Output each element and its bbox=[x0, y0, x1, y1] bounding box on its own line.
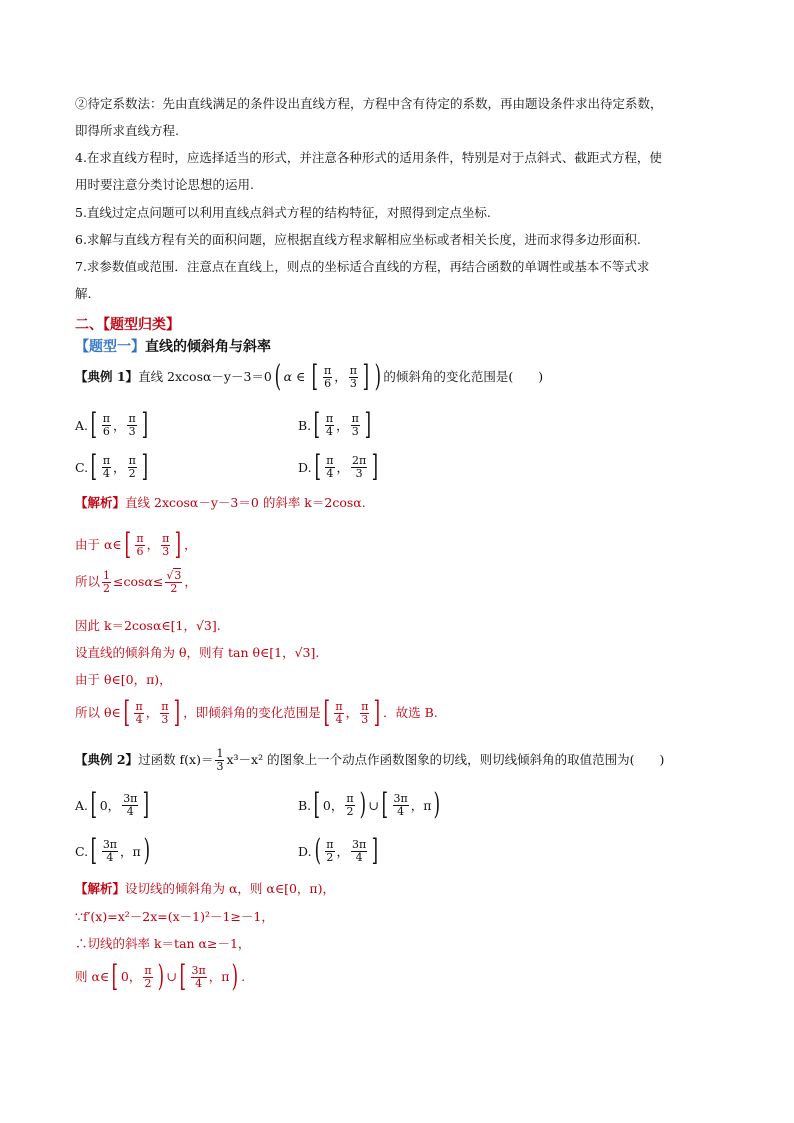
example1-option-b: B. [ $\frac{\pi}{4}$ ， $\frac{\pi}{3}$ ] bbox=[298, 407, 371, 442]
intro-line-8: 解. bbox=[75, 286, 92, 301]
example1-tag: 【典例 1】 bbox=[75, 368, 139, 384]
example1-solution-5: 设直线的倾斜角为 θ，则有 tan θ∈[1，√3]. bbox=[75, 645, 320, 660]
example2-solution-2: ∵f′(x)=x²－2x=(x－1)²－1≥－1， bbox=[75, 909, 274, 924]
section-heading bbox=[75, 314, 180, 334]
intro-line-1: ②待定系数法：先由直线满足的条件设出直线方程，方程中含有待定的系数，再由题设条件求出待定系数， bbox=[75, 96, 663, 111]
section-prefix: 二、 bbox=[75, 317, 103, 333]
example2-solution-4: 则 α∈ [ 0， $\frac{\pi}{2}$ ) ∪ [ $\frac{3\pi}{4}$ ，π ) . bbox=[75, 959, 246, 994]
example1-option-d: D. [ $\frac{\pi}{4}$ ， $\frac{2\pi}{3}$ ] bbox=[298, 449, 379, 484]
example1-stem-a: 直线 2xcosα－y－3＝0 bbox=[138, 368, 272, 384]
example2-stem: 【典例 2】 过函数 f(x)＝ $\frac{1}{3}$ x³－x² 的图象上一个动点作函数图象的切线，则切线倾斜角的取值范围为( ) bbox=[75, 746, 665, 773]
example1-alpha-range: ( α ∈ [ $\frac{\pi}{6}$ ， $\frac{\pi}{3}$ ] ) bbox=[274, 359, 381, 394]
example2-option-b: B. [ 0， $\frac{\pi}{2}$ ) ∪ [ $\frac{3\pi}{4}$ ，π ) bbox=[298, 787, 441, 822]
example2-tag: 【典例 2】 bbox=[75, 751, 139, 767]
example1-solution-1: 【解析】直线 2xcosα－y－3＝0 的斜率 k＝2cosα. bbox=[75, 495, 366, 510]
example1-solution-7: 所以 θ∈ [ $\frac{\pi}{4}$ ， $\frac{\pi}{3}$ ] ，即倾斜角的变化范围是 [ $\frac{\pi}{4}$ ， $\frac{\pi}{3}$ ] ．故选 B. bbox=[75, 695, 438, 730]
example2-option-c: C. [ $\frac{3\pi}{4}$ ，π ) bbox=[75, 833, 150, 868]
example1-solution-6: 由于 θ∈[0，π)， bbox=[75, 672, 172, 687]
example2-stem-a: 过函数 f(x)＝ bbox=[138, 751, 214, 767]
example1-solution-tag: 【解析】 bbox=[75, 495, 126, 510]
example2-solution-1: 【解析】设切线的倾斜角为 α，则 α∈[0，π)， bbox=[75, 881, 336, 896]
intro-line-4: 用时要注意分类讨论思想的运用. bbox=[75, 177, 254, 192]
intro-line-2: 即得所求直线方程. bbox=[75, 123, 179, 138]
example1-stem bbox=[75, 359, 544, 394]
example2-option-a: A. [ 0， $\frac{3\pi}{4}$ ] bbox=[75, 787, 150, 822]
type1-heading bbox=[75, 336, 271, 356]
intro-line-3: 4.在求直线方程时，应选择适当的形式，并注意各种形式的适用条件，特别是对于点斜式、截距式方程，使 bbox=[75, 150, 662, 165]
example1-option-a: A. [ $\frac{\pi}{6}$ ， $\frac{\pi}{3}$ ] bbox=[75, 407, 148, 442]
example1-solution-4: 因此 k＝2cosα∈[1，√3]. bbox=[75, 618, 221, 633]
type1-tag: 【题型一】 bbox=[75, 339, 145, 355]
type1-title: 直线的倾斜角与斜率 bbox=[145, 339, 271, 355]
example1-solution-3: 所以 $\frac{1}{2}$ ≤cos α ≤ $\frac{√3}{2}$ ， bbox=[75, 569, 197, 595]
intro-line-7: 7.求参数值或范围．注意点在直线上，则点的坐标适合直线的方程，再结合函数的单调性或基本不等式求 bbox=[75, 259, 650, 274]
intro-line-5: 5.直线过定点问题可以利用直线点斜式方程的结构特征，对照得到定点坐标. bbox=[75, 205, 491, 220]
example2-solution-tag: 【解析】 bbox=[75, 881, 126, 896]
section-title: 【题型归类】 bbox=[103, 317, 180, 333]
intro-line-6: 6.求解与直线方程有关的面积问题，应根据直线方程求解相应坐标或者相关长度，进而求得多边形面积. bbox=[75, 232, 641, 247]
example2-solution-3: ∴切线的斜率 k＝tan α≥－1， bbox=[75, 936, 251, 951]
example1-solution-2: 由于 α∈ [ $\frac{\pi}{6}$ ， $\frac{\pi}{3}$ ] ， bbox=[75, 527, 197, 562]
example1-option-c: C. [ $\frac{\pi}{4}$ ， $\frac{\pi}{2}$ ] bbox=[75, 449, 148, 484]
example2-option-d: D. ( $\frac{\pi}{2}$ ， $\frac{3\pi}{4}$ ] bbox=[298, 833, 379, 868]
example2-stem-b: x³－x² 的图象上一个动点作函数图象的切线，则切线倾斜角的取值范围为( ) bbox=[226, 751, 665, 767]
example1-stem-b: 的倾斜角的变化范围是( ) bbox=[383, 368, 544, 384]
